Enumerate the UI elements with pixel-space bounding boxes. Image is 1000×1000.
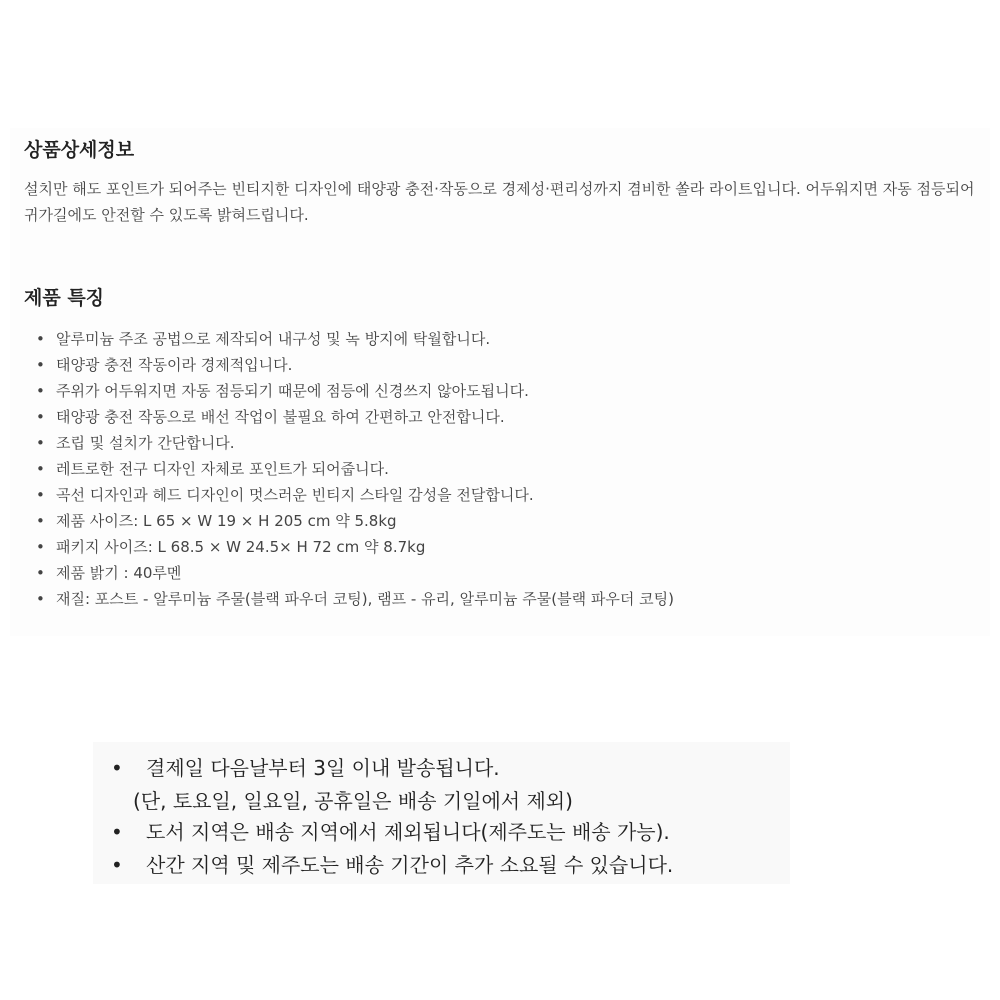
- bullet-icon: •: [36, 382, 45, 400]
- shipping-notice-subnote: (단, 토요일, 일요일, 공휴일은 배송 기일에서 제외): [133, 789, 573, 813]
- bullet-icon: •: [36, 330, 45, 348]
- feature-text: 태양광 충전 작동으로 배선 작업이 불필요 하여 간편하고 안전합니다.: [56, 408, 505, 426]
- feature-item: [24, 586, 674, 612]
- bullet-icon: •: [36, 434, 45, 452]
- feature-item: [24, 508, 674, 534]
- feature-item: [24, 456, 674, 482]
- features-title: 제품 특징: [24, 287, 105, 309]
- feature-text: 곡선 디자인과 헤드 디자인이 멋스러운 빈티지 스타일 감성을 전달합니다.: [56, 486, 534, 504]
- features-list: [24, 326, 674, 612]
- product-intro-text: 설치만 해도 포인트가 되어주는 빈티지한 디자인에 태양광 충전·작동으로 경제성·편리성까지 겸비한 쏠라 라이트입니다. 어두워지면 자동 점등되어 귀가길에도 안전할 수 있도록 밝혀드립니다.: [24, 180, 975, 224]
- product-detail-panel: [10, 128, 990, 636]
- feature-item: [24, 534, 674, 560]
- feature-item: [24, 560, 674, 586]
- bullet-icon: •: [36, 486, 45, 504]
- feature-text: 조립 및 설치가 간단합니다.: [56, 434, 235, 452]
- feature-item: [24, 430, 674, 456]
- bullet-icon: •: [111, 820, 123, 844]
- shipping-notice-item: 도서 지역은 배송 지역에서 제외됩니다(제주도는 배송 가능).: [146, 820, 670, 844]
- feature-text: 제품 사이즈: L 65 × W 19 × H 205 cm 약 5.8kg: [56, 512, 397, 530]
- feature-item: [24, 352, 674, 378]
- bullet-icon: •: [111, 853, 123, 877]
- bullet-icon: •: [36, 356, 45, 374]
- feature-text: 제품 밝기 : 40루멘: [56, 564, 182, 582]
- bullet-icon: •: [36, 590, 45, 608]
- bullet-icon: •: [111, 756, 123, 780]
- bullet-icon: •: [36, 564, 45, 582]
- feature-item: [24, 482, 674, 508]
- product-detail-title: 상품상세정보: [24, 139, 135, 161]
- feature-item: [24, 326, 674, 352]
- bullet-icon: •: [36, 512, 45, 530]
- feature-text: 알루미늄 주조 공법으로 제작되어 내구성 및 녹 방지에 탁월합니다.: [56, 330, 491, 348]
- feature-text: 주위가 어두워지면 자동 점등되기 때문에 점등에 신경쓰지 않아도됩니다.: [56, 382, 529, 400]
- feature-text: 태양광 충전 작동이라 경제적입니다.: [56, 356, 293, 374]
- feature-text: 패키지 사이즈: L 68.5 × W 24.5× H 72 cm 약 8.7kg: [56, 538, 426, 556]
- shipping-notice-item: 결제일 다음날부터 3일 이내 발송됩니다.: [146, 756, 500, 780]
- bullet-icon: •: [36, 408, 45, 426]
- feature-text: 레트로한 전구 디자인 자체로 포인트가 되어줍니다.: [56, 460, 389, 478]
- feature-item: [24, 404, 674, 430]
- bullet-icon: •: [36, 538, 45, 556]
- shipping-notice-panel: [93, 742, 790, 884]
- feature-text: 재질: 포스트 - 알루미늄 주물(블랙 파우더 코팅), 램프 - 유리, 알루미늄 주물(블랙 파우더 코팅): [56, 590, 674, 608]
- bullet-icon: •: [36, 460, 45, 478]
- shipping-notice-item: 산간 지역 및 제주도는 배송 기간이 추가 소요될 수 있습니다.: [146, 853, 674, 877]
- feature-item: [24, 378, 674, 404]
